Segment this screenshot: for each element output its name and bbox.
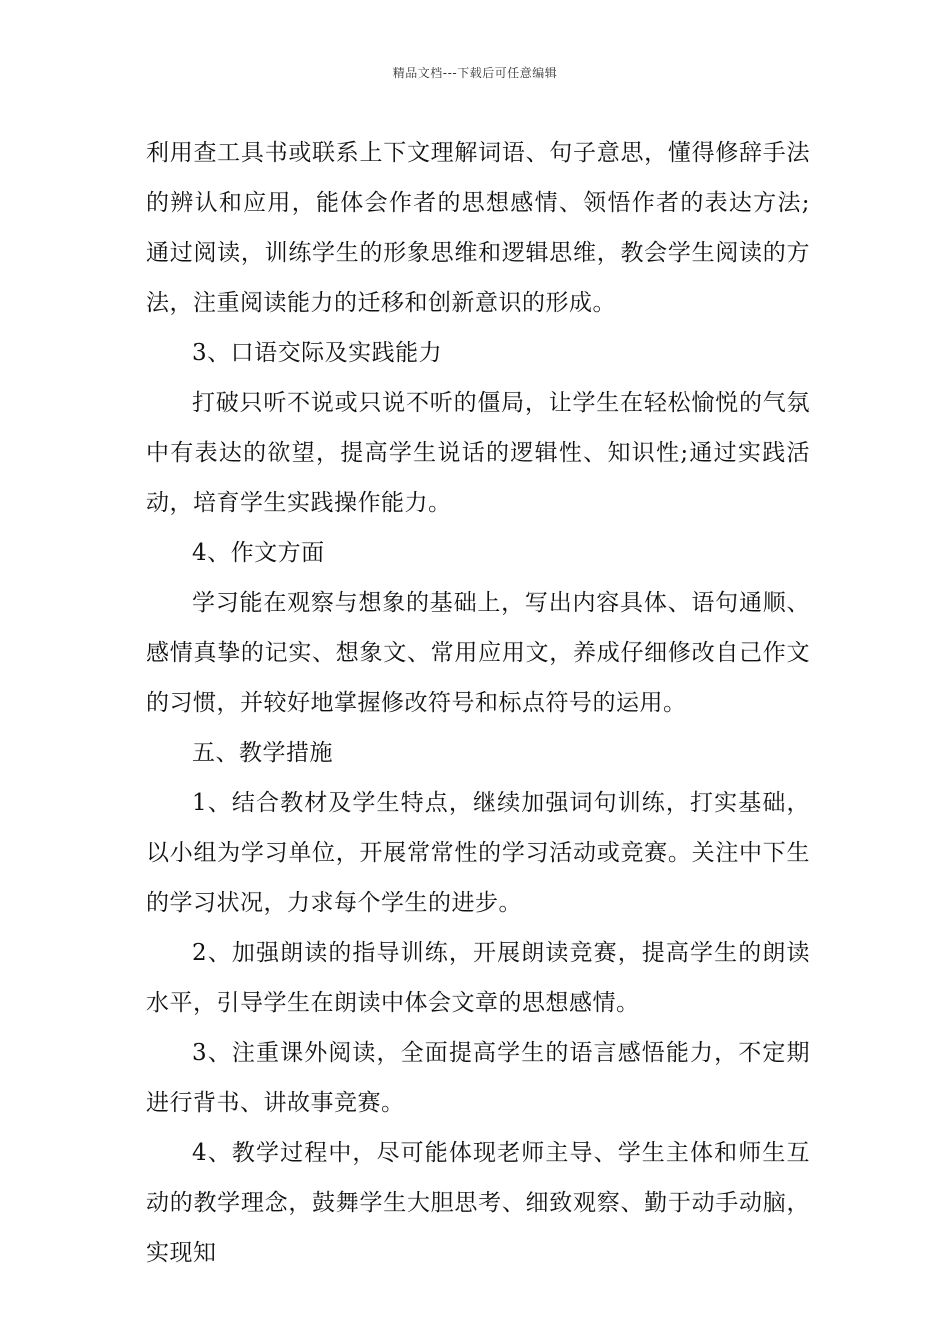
- paragraph-measure-1: 1、结合教材及学生特点，继续加强词句训练，打实基础，以小组为学习单位，开展常常性的学习活动或竞赛。关注中下生的学习状况，力求每个学生的进步。: [146, 790, 810, 916]
- section-heading-oral-communication: 3、口语交际及实践能力: [192, 340, 443, 366]
- paragraph-reading-continuation: 利用查工具书或联系上下文理解词语、句子意思，懂得修辞手法的辨认和应用，能体会作者的思想感情、领悟作者的表达方法;通过阅读，训练学生的形象思维和逻辑思维，教会学生阅读的方法，注重阅读能力的迁移和创新意识的形成。: [146, 140, 810, 316]
- paragraph-measure-2: 2、加强朗读的指导训练，开展朗读竞赛，提高学生的朗读水平，引导学生在朗读中体会文章的思想感情。: [146, 940, 810, 1016]
- section-heading-teaching-measures: 五、教学措施: [192, 740, 333, 766]
- paragraph-composition: 学习能在观察与想象的基础上，写出内容具体、语句通顺、感情真挚的记实、想象文、常用应用文，养成仔细修改自己作文的习惯，并较好地掌握修改符号和标点符号的运用。: [146, 590, 810, 716]
- paragraph-measure-4: 4、教学过程中，尽可能体现老师主导、学生主体和师生互动的教学理念，鼓舞学生大胆思考、细致观察、勤于动手动脑，实现知: [146, 1140, 810, 1266]
- paragraph-oral-communication: 打破只听不说或只说不听的僵局，让学生在轻松愉悦的气氛中有表达的欲望，提高学生说话的逻辑性、知识性;通过实践活动，培育学生实践操作能力。: [146, 390, 810, 516]
- document-body: [146, 128, 810, 1278]
- paragraph-measure-3: 3、注重课外阅读，全面提高学生的语言感悟能力，不定期进行背书、讲故事竞赛。: [146, 1040, 810, 1116]
- page-header: 精品文档---下载后可任意编辑: [392, 66, 558, 80]
- section-heading-composition: 4、作文方面: [192, 540, 325, 566]
